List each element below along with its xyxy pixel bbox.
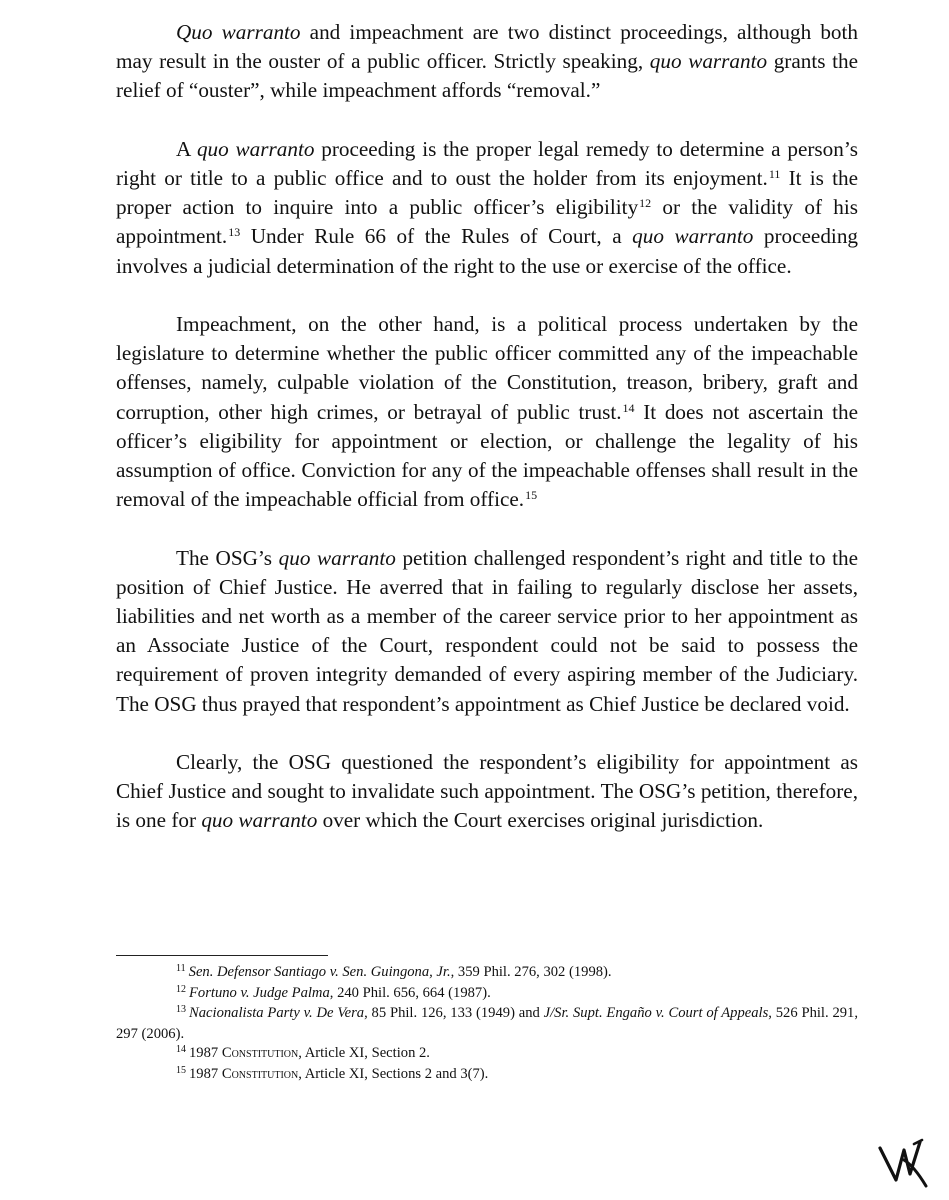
footnote-number: 13 — [176, 1004, 186, 1016]
footnote-text — [116, 1005, 858, 1042]
footnote-reference: 13 — [228, 225, 241, 240]
footnotes — [116, 963, 858, 1086]
text-run: , Article XI, Section 2. — [298, 1045, 430, 1062]
italic-text: quo warranto — [196, 136, 315, 161]
text-run: , 359 Phil. 276, 302 (1998). — [450, 964, 612, 980]
text-run: , 85 Phil. 126, 133 (1949) and — [364, 1005, 544, 1022]
text-run: petition challenged respondent’s right and title to the position of Chief Justice. He averred that in failing to regularly disclose her assets, liabilities and net worth as a member of the career service prior to her appointment as an Associate Justice of the Court, respondent could not be said to possess the requirement of proven integrity demanded of every aspiring member of the Judiciary. The OSG thus prayed that respondent’s appointment as Chief Justice be declared void. — [116, 545, 859, 716]
paragraph-quo-warranto-remedy — [116, 135, 858, 281]
footnote-14 — [116, 1044, 858, 1065]
footnote-11 — [116, 963, 858, 984]
body-text — [116, 18, 858, 836]
italic-text: Sen. Defensor Santiago v. Sen. Guingona, Jr. — [188, 964, 451, 980]
handwritten-initials-icon — [874, 1136, 930, 1190]
paragraph-conclusion — [116, 748, 858, 836]
paragraph-osg-petition — [116, 544, 858, 719]
text-run: It is the proper action to inquire into a public officer’s eligibility — [116, 166, 858, 220]
footnote-number: 15 — [176, 1064, 186, 1076]
italic-text: J/Sr. Supt. Engaño v. Court of Appeals — [543, 1005, 769, 1022]
small-caps-text: Constitution — [221, 1065, 299, 1082]
footnote-reference: 12 — [639, 196, 652, 211]
footnote-text — [189, 985, 491, 1001]
text-run: Impeachment, on the other hand, is a political process undertaken by the legislature to determine whether the public officer committed any of the impeachable offenses, namely, culpable violation of the Constitution, treason, bribery, graft and corruption, other high crimes, or betrayal of public trust. — [116, 312, 858, 424]
footnote-reference: 15 — [525, 488, 538, 503]
text-run: over which the Court exercises original jurisdiction. — [317, 808, 764, 833]
footnote-divider — [116, 955, 328, 956]
text-run: , 526 Phil. 291, 297 (2006). — [116, 1005, 858, 1042]
text-run: or the validity of his appointment. — [116, 195, 859, 249]
italic-text: quo warranto — [201, 808, 318, 833]
text-run: proceeding is the proper legal remedy to determine a person’s right or title to a public office and to oust the holder from its enjoyment. — [116, 136, 858, 190]
footnote-text — [189, 1066, 488, 1082]
text-run: and impeachment are two distinct proceedings, although both may result in the ouster of a public officer. Strictly speaking, — [116, 20, 858, 74]
paragraph-quo-warranto-vs-impeachment — [116, 18, 858, 106]
text-run: , 240 Phil. 656, 664 (1987). — [329, 984, 491, 1001]
footnote-number: 12 — [176, 983, 186, 995]
italic-text: quo warranto — [632, 224, 754, 249]
italic-text: Quo warranto — [176, 20, 301, 44]
text-run: A — [176, 136, 197, 161]
text-run: 1987 — [189, 1065, 222, 1082]
italic-text: quo warranto — [278, 545, 396, 570]
text-run: Clearly, the OSG questioned the respondent’s eligibility for appointment as Chief Justice and sought to invalidate such appointment. The OSG’s petition, therefore, is one for — [116, 750, 858, 833]
footnote-12 — [116, 984, 858, 1005]
italic-text: Fortuno v. Judge Palma — [189, 984, 330, 1001]
footnote-text — [189, 964, 612, 980]
text-run: grants the relief of “ouster”, while impeachment affords “removal.” — [116, 49, 858, 103]
footnote-number: 11 — [176, 963, 186, 974]
text-run: Under Rule 66 of the Rules of Court, a — [240, 224, 633, 249]
italic-text: quo warranto — [649, 49, 768, 74]
footnote-reference: 11 — [768, 167, 781, 181]
italic-text: Nacionalista Party v. De Vera — [189, 1005, 365, 1022]
footnote-13 — [116, 1004, 858, 1044]
text-run: It does not ascertain the officer’s eligibility for appointment or election, or challenge the legality of his assumption of office. Conviction for any of the impeachable offenses shall result in the removal of the impeachable official from office. — [116, 399, 858, 512]
footnote-text — [189, 1045, 430, 1061]
footnote-reference: 14 — [622, 400, 635, 415]
paragraph-impeachment-process — [116, 310, 858, 514]
text-run: 1987 — [189, 1045, 222, 1062]
footnote-15 — [116, 1065, 858, 1086]
text-run: The OSG’s — [176, 545, 279, 570]
small-caps-text: Constitution — [221, 1045, 299, 1062]
footnote-number: 14 — [176, 1044, 186, 1056]
text-run: , Article XI, Sections 2 and 3(7). — [298, 1065, 489, 1082]
text-run: proceeding involves a judicial determination of the right to the use or exercise of the office. — [116, 224, 859, 278]
